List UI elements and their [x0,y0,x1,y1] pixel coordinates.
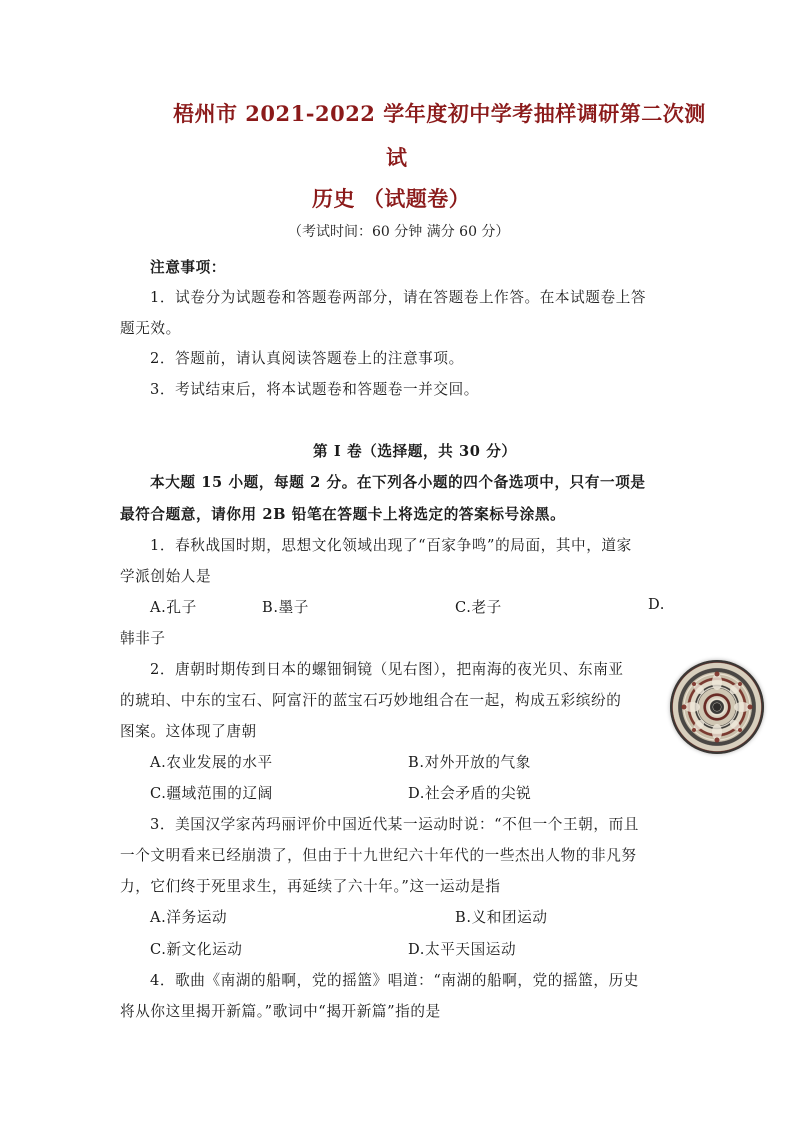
notice-item-1-line1: 1．试卷分为试题卷和答题卷两部分，请在答题卷上作答。在本试题卷上答 [150,289,647,306]
exam-title-line2: 试 [386,145,408,170]
notice-heading: 注意事项： [150,259,226,276]
question-4-stem-line1: 4．歌曲《南湖的船啊，党的摇篮》唱道：“南湖的船啊，党的摇篮，历史 [150,972,639,989]
question-3-stem-line2: 一个文明看来已经崩溃了，但由于十九世纪六十年代的一些杰出人物的非凡努 [120,847,637,864]
question-3-stem-line3: 力，它们终于死里求生，再延续了六十年。”这一运动是指 [120,878,501,895]
notice-item-1-line2: 题无效。 [120,320,181,337]
mirror-pattern [670,660,764,754]
question-2-stem-line2: 的琥珀、中东的宝石、阿富汗的蓝宝石巧妙地组合在一起，构成五彩缤纷的 [120,692,622,709]
question-3-option-c: C.新文化运动 [150,941,243,958]
question-3-stem-line1: 3．美国汉学家芮玛丽评价中国近代某一运动时说：“不但一个王朝，而且 [150,816,639,833]
section-1-instruction-line1: 本大题 15 小题，每题 2 分。在下列各小题的四个备选项中，只有一项是 [150,474,646,491]
question-1-stem-line1: 1．春秋战国时期，思想文化领域出现了“百家争鸣”的局面，其中，道家 [150,537,632,554]
question-2-option-a: A.农业发展的水平 [150,754,273,771]
tang-mother-of-pearl-mirror-image [670,660,764,754]
exam-title-line1: 梧州市 2021-2022 学年度初中学考抽样调研第二次测 [173,101,706,126]
question-1-stem-line2: 学派创始人是 [120,568,212,585]
exam-info: （考试时间：60 分钟 满分 60 分） [288,224,510,240]
question-2-stem-line3: 图案。这体现了唐朝 [120,723,257,740]
question-2-stem-line1: 2．唐朝时期传到日本的螺钿铜镜（见右图），把南海的夜光贝、东南亚 [150,661,624,678]
notice-item-3: 3．考试结束后，将本试题卷和答题卷一并交回。 [150,381,479,398]
question-1-option-c: C.老子 [455,599,502,616]
question-1-option-b: B.墨子 [262,599,309,616]
question-1-option-a: A.孔子 [150,599,197,616]
question-2-option-c: C.疆域范围的辽阔 [150,785,273,802]
question-2-option-b: B.对外开放的气象 [408,754,531,771]
question-1-option-d-text: 韩非子 [120,630,166,647]
section-1-heading: 第 I 卷（选择题，共 30 分） [313,443,517,460]
section-1-instruction-line2: 最符合题意，请你用 2B 铅笔在答题卡上将选定的答案标号涂黑。 [120,506,566,523]
notice-item-2: 2．答题前，请认真阅读答题卷上的注意事项。 [150,350,464,367]
question-3-option-a: A.洋务运动 [150,909,228,926]
question-1-option-d: D. [648,596,666,613]
question-3-option-b: B.义和团运动 [455,909,548,926]
question-2-option-d: D.社会矛盾的尖锐 [408,785,532,802]
question-4-stem-line2: 将从你这里揭开新篇。”歌词中“揭开新篇”指的是 [120,1003,441,1020]
subject-title: 历史 （试题卷） [312,186,471,211]
question-3-option-d: D.太平天国运动 [408,941,517,958]
